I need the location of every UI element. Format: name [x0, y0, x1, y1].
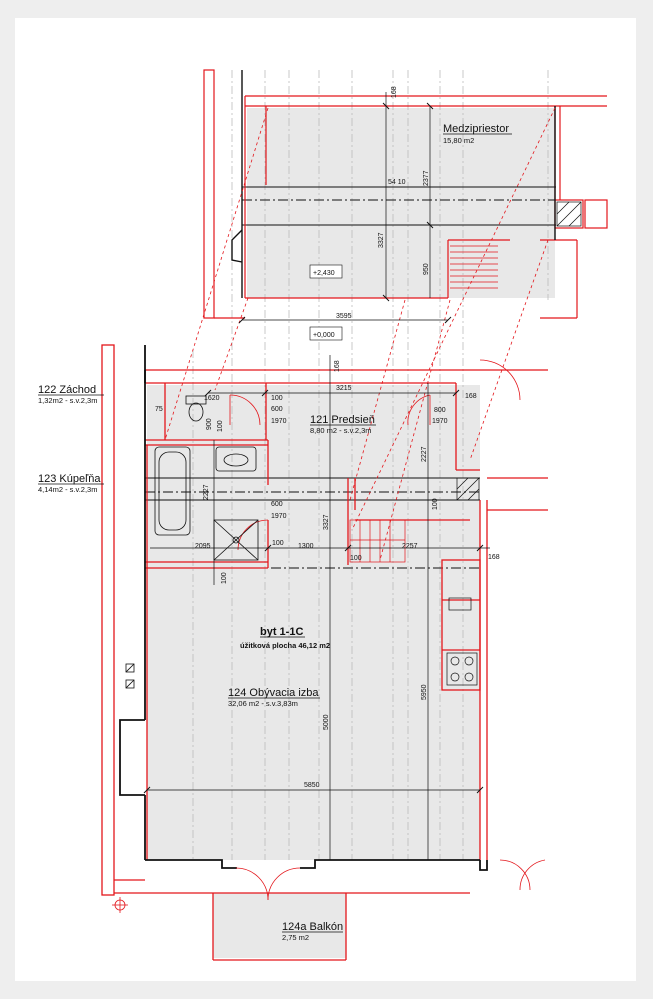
- dim-100-e: 100: [350, 555, 362, 562]
- room-obyvacia-area: 32,06 m2 - s.v.3,83m: [228, 699, 298, 708]
- dim-3327-lower: 3327: [323, 514, 330, 530]
- dim-2377: 2377: [423, 170, 430, 186]
- dim-2227-a: 2227: [203, 484, 210, 500]
- dim-168-lower: 168: [488, 554, 500, 561]
- dim-1970-b: 1970: [432, 418, 448, 425]
- floor-medzipriestor: [247, 108, 555, 298]
- dim-5000: 5000: [323, 714, 330, 730]
- dim-168-right: 168: [465, 393, 477, 400]
- room-balkon-name: 124a Balkón: [282, 921, 344, 933]
- dim-2095: 2095: [195, 543, 211, 550]
- dim-168-mid: 168: [334, 360, 341, 372]
- dim-900: 900: [206, 418, 213, 430]
- dim-100-b: 100: [217, 420, 224, 432]
- dim-1620: 1620: [204, 395, 220, 402]
- room-medzipriestor-area: 15,80 m2: [443, 136, 475, 145]
- room-predsien-area: 8,80 m2 - s.v.2,3m: [310, 426, 372, 435]
- dim-1970-a: 1970: [271, 418, 287, 425]
- room-zachod-area: 1,32m2 - s.v.2,3m: [38, 396, 98, 405]
- dim-3327-upper: 3327: [378, 232, 385, 248]
- dim-2257: 2257: [402, 543, 418, 550]
- apartment-area: úžitková plocha 46,12 m2: [240, 641, 331, 650]
- level-upper: +2,430: [313, 270, 335, 277]
- dim-800: 800: [434, 407, 446, 414]
- dim-600-b: 600: [271, 501, 283, 508]
- dim-75: 75: [155, 406, 163, 413]
- room-obyvacia-name: 124 Obývacia izba: [228, 687, 319, 699]
- dim-168-upper: 168: [391, 86, 398, 98]
- window-symbols: [126, 664, 134, 688]
- room-kupelna-area: 4,14m2 - s.v.2,3m: [38, 485, 98, 494]
- dim-950: 950: [423, 263, 430, 275]
- dim-3215: 3215: [336, 385, 352, 392]
- room-zachod-name: 122 Záchod: [38, 384, 97, 396]
- hatch-column-upper: [557, 202, 581, 226]
- dim-1300: 1300: [298, 543, 314, 550]
- grid-marker: [112, 897, 128, 913]
- floor-plan: [15, 18, 636, 981]
- dim-5410: 54 10: [388, 179, 406, 186]
- dim-100-a: 100: [271, 395, 283, 402]
- dim-100-d: 100: [272, 540, 284, 547]
- dim-600-a: 600: [271, 406, 283, 413]
- dim-3595: 3595: [336, 313, 352, 320]
- dim-2227-b: 2227: [421, 446, 428, 462]
- dim-5850: 5850: [304, 782, 320, 789]
- room-kupelna-name: 123 Kúpeľňa: [38, 473, 101, 485]
- level-ground: +0,000: [313, 332, 335, 339]
- room-balkon-area: 2,75 m2: [282, 933, 310, 942]
- room-predsien-name: 121 Predsieň: [310, 414, 375, 426]
- room-medzipriestor-name: Medzipriestor: [443, 123, 510, 135]
- dim-100-c: 100: [432, 498, 439, 510]
- floor-areas: [147, 108, 555, 958]
- drawing-sheet: [15, 18, 636, 981]
- dim-100-f: 100: [221, 572, 228, 584]
- apartment-name: byt 1-1C: [260, 626, 304, 638]
- dim-1970-c: 1970: [271, 513, 287, 520]
- dim-5950: 5950: [421, 684, 428, 700]
